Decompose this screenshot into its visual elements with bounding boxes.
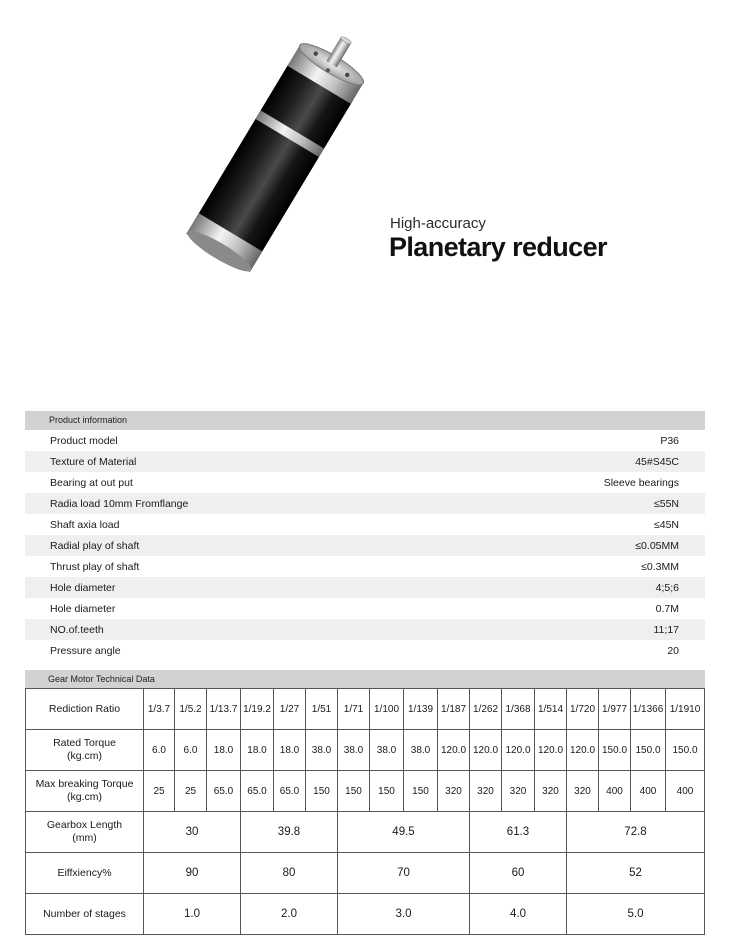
ratio-cell: 1/19.2 bbox=[241, 689, 274, 730]
max-torque-cell: 150 bbox=[306, 771, 338, 812]
efficiency-cell: 70 bbox=[338, 853, 470, 894]
length-cell: 39.8 bbox=[241, 812, 338, 853]
info-row bbox=[25, 598, 705, 619]
rated-torque-cell: 120.0 bbox=[438, 730, 470, 771]
ratio-cell: 1/514 bbox=[535, 689, 567, 730]
max-torque-cell: 65.0 bbox=[207, 771, 241, 812]
hero-section bbox=[0, 0, 730, 300]
rated-torque-cell: 120.0 bbox=[502, 730, 535, 771]
efficiency-row bbox=[26, 853, 705, 894]
info-label: Radial play of shaft bbox=[50, 539, 140, 552]
ratio-cell: 1/27 bbox=[274, 689, 306, 730]
efficiency-cell: 90 bbox=[144, 853, 241, 894]
info-row bbox=[25, 493, 705, 514]
info-value: ≤45N bbox=[653, 518, 679, 531]
info-value: ≤0.05MM bbox=[635, 539, 679, 552]
info-value: Sleeve bearings bbox=[603, 476, 679, 489]
ratio-cell: 1/139 bbox=[404, 689, 438, 730]
info-row bbox=[25, 577, 705, 598]
max-torque-cell: 400 bbox=[666, 771, 705, 812]
rated-torque-cell: 38.0 bbox=[338, 730, 370, 771]
ratio-cell: 1/1366 bbox=[631, 689, 666, 730]
ratio-cell: 1/368 bbox=[502, 689, 535, 730]
max-torque-cell: 320 bbox=[470, 771, 502, 812]
length-row bbox=[26, 812, 705, 853]
max-torque-cell: 25 bbox=[175, 771, 207, 812]
rated-torque-cell: 120.0 bbox=[470, 730, 502, 771]
length-label-line1: Gearbox Length bbox=[46, 819, 123, 831]
rated-torque-label bbox=[26, 730, 144, 771]
info-label: Radia load 10mm Fromflange bbox=[50, 497, 189, 510]
info-label: Bearing at out put bbox=[50, 476, 133, 489]
max-torque-cell: 25 bbox=[144, 771, 175, 812]
stages-cell: 1.0 bbox=[144, 894, 241, 935]
rated-torque-cell: 150.0 bbox=[599, 730, 631, 771]
max-torque-label-line1: Max breaking Torque bbox=[35, 778, 134, 790]
rated-torque-cell: 120.0 bbox=[535, 730, 567, 771]
info-value: P36 bbox=[660, 434, 679, 447]
ratio-cell: 1/100 bbox=[370, 689, 404, 730]
product-info-section bbox=[25, 411, 705, 661]
rated-torque-cell: 150.0 bbox=[666, 730, 705, 771]
info-label: Product model bbox=[50, 434, 118, 447]
rated-torque-cell: 38.0 bbox=[306, 730, 338, 771]
ratio-cell: 1/5.2 bbox=[175, 689, 207, 730]
info-row bbox=[25, 472, 705, 493]
efficiency-label: Eiffxiency% bbox=[26, 853, 144, 894]
length-label-line2: (mm) bbox=[72, 832, 97, 844]
info-value: ≤0.3MM bbox=[641, 560, 679, 573]
info-row bbox=[25, 640, 705, 661]
stages-label: Number of stages bbox=[26, 894, 144, 935]
ratio-cell: 1/720 bbox=[567, 689, 599, 730]
ratio-cell: 1/71 bbox=[338, 689, 370, 730]
info-value: 0.7M bbox=[655, 602, 679, 615]
rated-torque-cell: 18.0 bbox=[274, 730, 306, 771]
info-label: Shaft axia load bbox=[50, 518, 120, 531]
max-torque-cell: 150 bbox=[370, 771, 404, 812]
info-value: ≤55N bbox=[653, 497, 679, 510]
info-row bbox=[25, 430, 705, 451]
rated-torque-cell: 18.0 bbox=[241, 730, 274, 771]
efficiency-cell: 52 bbox=[567, 853, 705, 894]
rated-torque-cell: 150.0 bbox=[631, 730, 666, 771]
ratio-cell: 1/3.7 bbox=[144, 689, 175, 730]
max-torque-cell: 65.0 bbox=[241, 771, 274, 812]
info-row bbox=[25, 514, 705, 535]
length-cell: 61.3 bbox=[470, 812, 567, 853]
max-torque-cell: 320 bbox=[438, 771, 470, 812]
ratio-cell: 1/262 bbox=[470, 689, 502, 730]
max-torque-cell: 320 bbox=[502, 771, 535, 812]
max-torque-label bbox=[26, 771, 144, 812]
motor-image bbox=[170, 10, 390, 290]
rated-torque-cell: 6.0 bbox=[144, 730, 175, 771]
info-label: Pressure angle bbox=[50, 644, 121, 657]
max-torque-cell: 400 bbox=[599, 771, 631, 812]
stages-cell: 3.0 bbox=[338, 894, 470, 935]
length-cell: 72.8 bbox=[567, 812, 705, 853]
max-torque-cell: 400 bbox=[631, 771, 666, 812]
rated-torque-row bbox=[26, 730, 705, 771]
ratio-cell: 1/977 bbox=[599, 689, 631, 730]
info-value: 20 bbox=[667, 644, 679, 657]
info-row bbox=[25, 619, 705, 640]
info-label: Hole diameter bbox=[50, 602, 116, 615]
product-info-header: Product information bbox=[25, 411, 705, 430]
stages-cell: 4.0 bbox=[470, 894, 567, 935]
ratio-cell: 1/13.7 bbox=[207, 689, 241, 730]
max-torque-cell: 320 bbox=[535, 771, 567, 812]
rated-torque-cell: 38.0 bbox=[404, 730, 438, 771]
ratio-row bbox=[26, 689, 705, 730]
stages-cell: 2.0 bbox=[241, 894, 338, 935]
ratio-cell: 1/1910 bbox=[666, 689, 705, 730]
info-label: Thrust play of shaft bbox=[50, 560, 140, 573]
info-label: Hole diameter bbox=[50, 581, 116, 594]
rated-torque-cell: 120.0 bbox=[567, 730, 599, 771]
hero-subtitle: High-accuracy bbox=[390, 215, 486, 232]
info-value: 11;17 bbox=[653, 623, 679, 636]
length-label bbox=[26, 812, 144, 853]
rated-torque-cell: 18.0 bbox=[207, 730, 241, 771]
info-row bbox=[25, 535, 705, 556]
length-cell: 49.5 bbox=[338, 812, 470, 853]
info-row bbox=[25, 556, 705, 577]
rated-torque-label-line2: (kg.cm) bbox=[67, 750, 102, 762]
max-torque-label-line2: (kg.cm) bbox=[67, 791, 102, 803]
length-cell: 30 bbox=[144, 812, 241, 853]
max-torque-cell: 320 bbox=[567, 771, 599, 812]
rated-torque-cell: 38.0 bbox=[370, 730, 404, 771]
efficiency-cell: 80 bbox=[241, 853, 338, 894]
efficiency-cell: 60 bbox=[470, 853, 567, 894]
stages-row bbox=[26, 894, 705, 935]
max-torque-cell: 150 bbox=[338, 771, 370, 812]
tech-data-header: Gear Motor Technical Data bbox=[25, 670, 705, 688]
tech-data-table bbox=[25, 688, 705, 935]
max-torque-cell: 150 bbox=[404, 771, 438, 812]
info-label: NO.of.teeth bbox=[50, 623, 104, 636]
max-torque-row bbox=[26, 771, 705, 812]
stages-cell: 5.0 bbox=[567, 894, 705, 935]
hero-title: Planetary reducer bbox=[389, 232, 607, 262]
info-value: 45#S45C bbox=[635, 455, 679, 468]
info-label: Texture of Material bbox=[50, 455, 137, 468]
ratio-cell: 1/187 bbox=[438, 689, 470, 730]
rated-torque-label-line1: Rated Torque bbox=[53, 737, 116, 749]
rated-torque-cell: 6.0 bbox=[175, 730, 207, 771]
max-torque-cell: 65.0 bbox=[274, 771, 306, 812]
ratio-cell: 1/51 bbox=[306, 689, 338, 730]
ratio-label: Rediction Ratio bbox=[26, 689, 144, 730]
info-row bbox=[25, 451, 705, 472]
info-value: 4;5;6 bbox=[655, 581, 679, 594]
